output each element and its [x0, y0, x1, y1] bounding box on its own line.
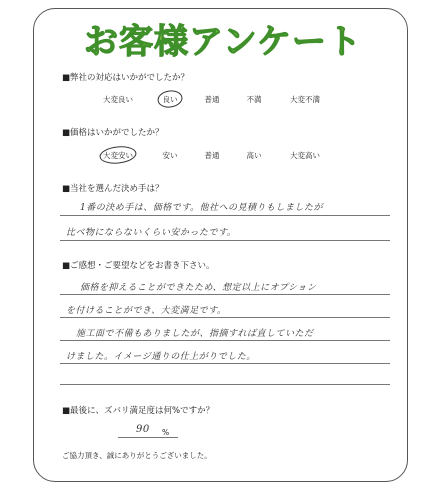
answer-rule-line [60, 215, 390, 216]
thank-you-note: ご協力頂き、誠にありがとうございました。 [62, 451, 212, 460]
answer-rule-line [60, 363, 390, 364]
option-service-very-good[interactable]: 大変良い [103, 95, 133, 104]
answer-rule-line [60, 317, 390, 318]
option-price-normal[interactable]: 普通 [204, 151, 220, 160]
question-satisfaction: ■最後に、ズバリ満足度は何%ですか？ [62, 406, 215, 416]
answer-rule-line [60, 384, 390, 385]
option-price-very-cheap[interactable]: 大変安い [103, 151, 133, 160]
option-price-very-expensive[interactable]: 大変高い [290, 151, 320, 160]
question-comments: ■ご感想・ご要望などをお書き下さい。 [62, 261, 215, 271]
question-deciding-factor: ■当社を選んだ決め手は？ [62, 184, 164, 194]
option-service-very-unsatisfied[interactable]: 大変不満 [290, 95, 320, 104]
answer-comments-line-3: 施工面で不備もありましたが、指摘すれば直していただ [76, 329, 314, 339]
option-service-unsatisfied[interactable]: 不満 [246, 95, 262, 104]
satisfaction-rule-line [118, 437, 178, 438]
option-service-normal[interactable]: 普通 [204, 95, 220, 104]
satisfaction-value: 90 [136, 424, 150, 435]
answer-comments-line-2: を付けることができ、大変満足です。 [66, 306, 227, 316]
answer-rule-line [60, 340, 390, 341]
option-service-good[interactable]: 良い [162, 95, 178, 104]
answer-comments-line-4: けました。イメージ通りの仕上がりでした。 [66, 352, 256, 362]
satisfaction-unit: % [162, 428, 170, 437]
survey-title: お客様アンケート [84, 22, 362, 62]
answer-comments-line-1: 価格を抑えることができたため、想定以上にオプション [80, 283, 317, 293]
question-service: ■弊社の対応はいかがでしたか？ [62, 73, 190, 83]
question-price: ■価格はいかがでしたか？ [62, 128, 164, 138]
answer-deciding-factor-line-1: 1番の決め手は、価格です。他社への見積りもしましたが [80, 203, 324, 213]
answer-rule-line [60, 294, 390, 295]
answer-rule-line [60, 240, 390, 241]
option-price-cheap[interactable]: 安い [162, 151, 178, 160]
answer-deciding-factor-line-2: 比べ物にならないくらい安かったです。 [66, 228, 237, 238]
option-price-expensive[interactable]: 高い [246, 151, 262, 160]
